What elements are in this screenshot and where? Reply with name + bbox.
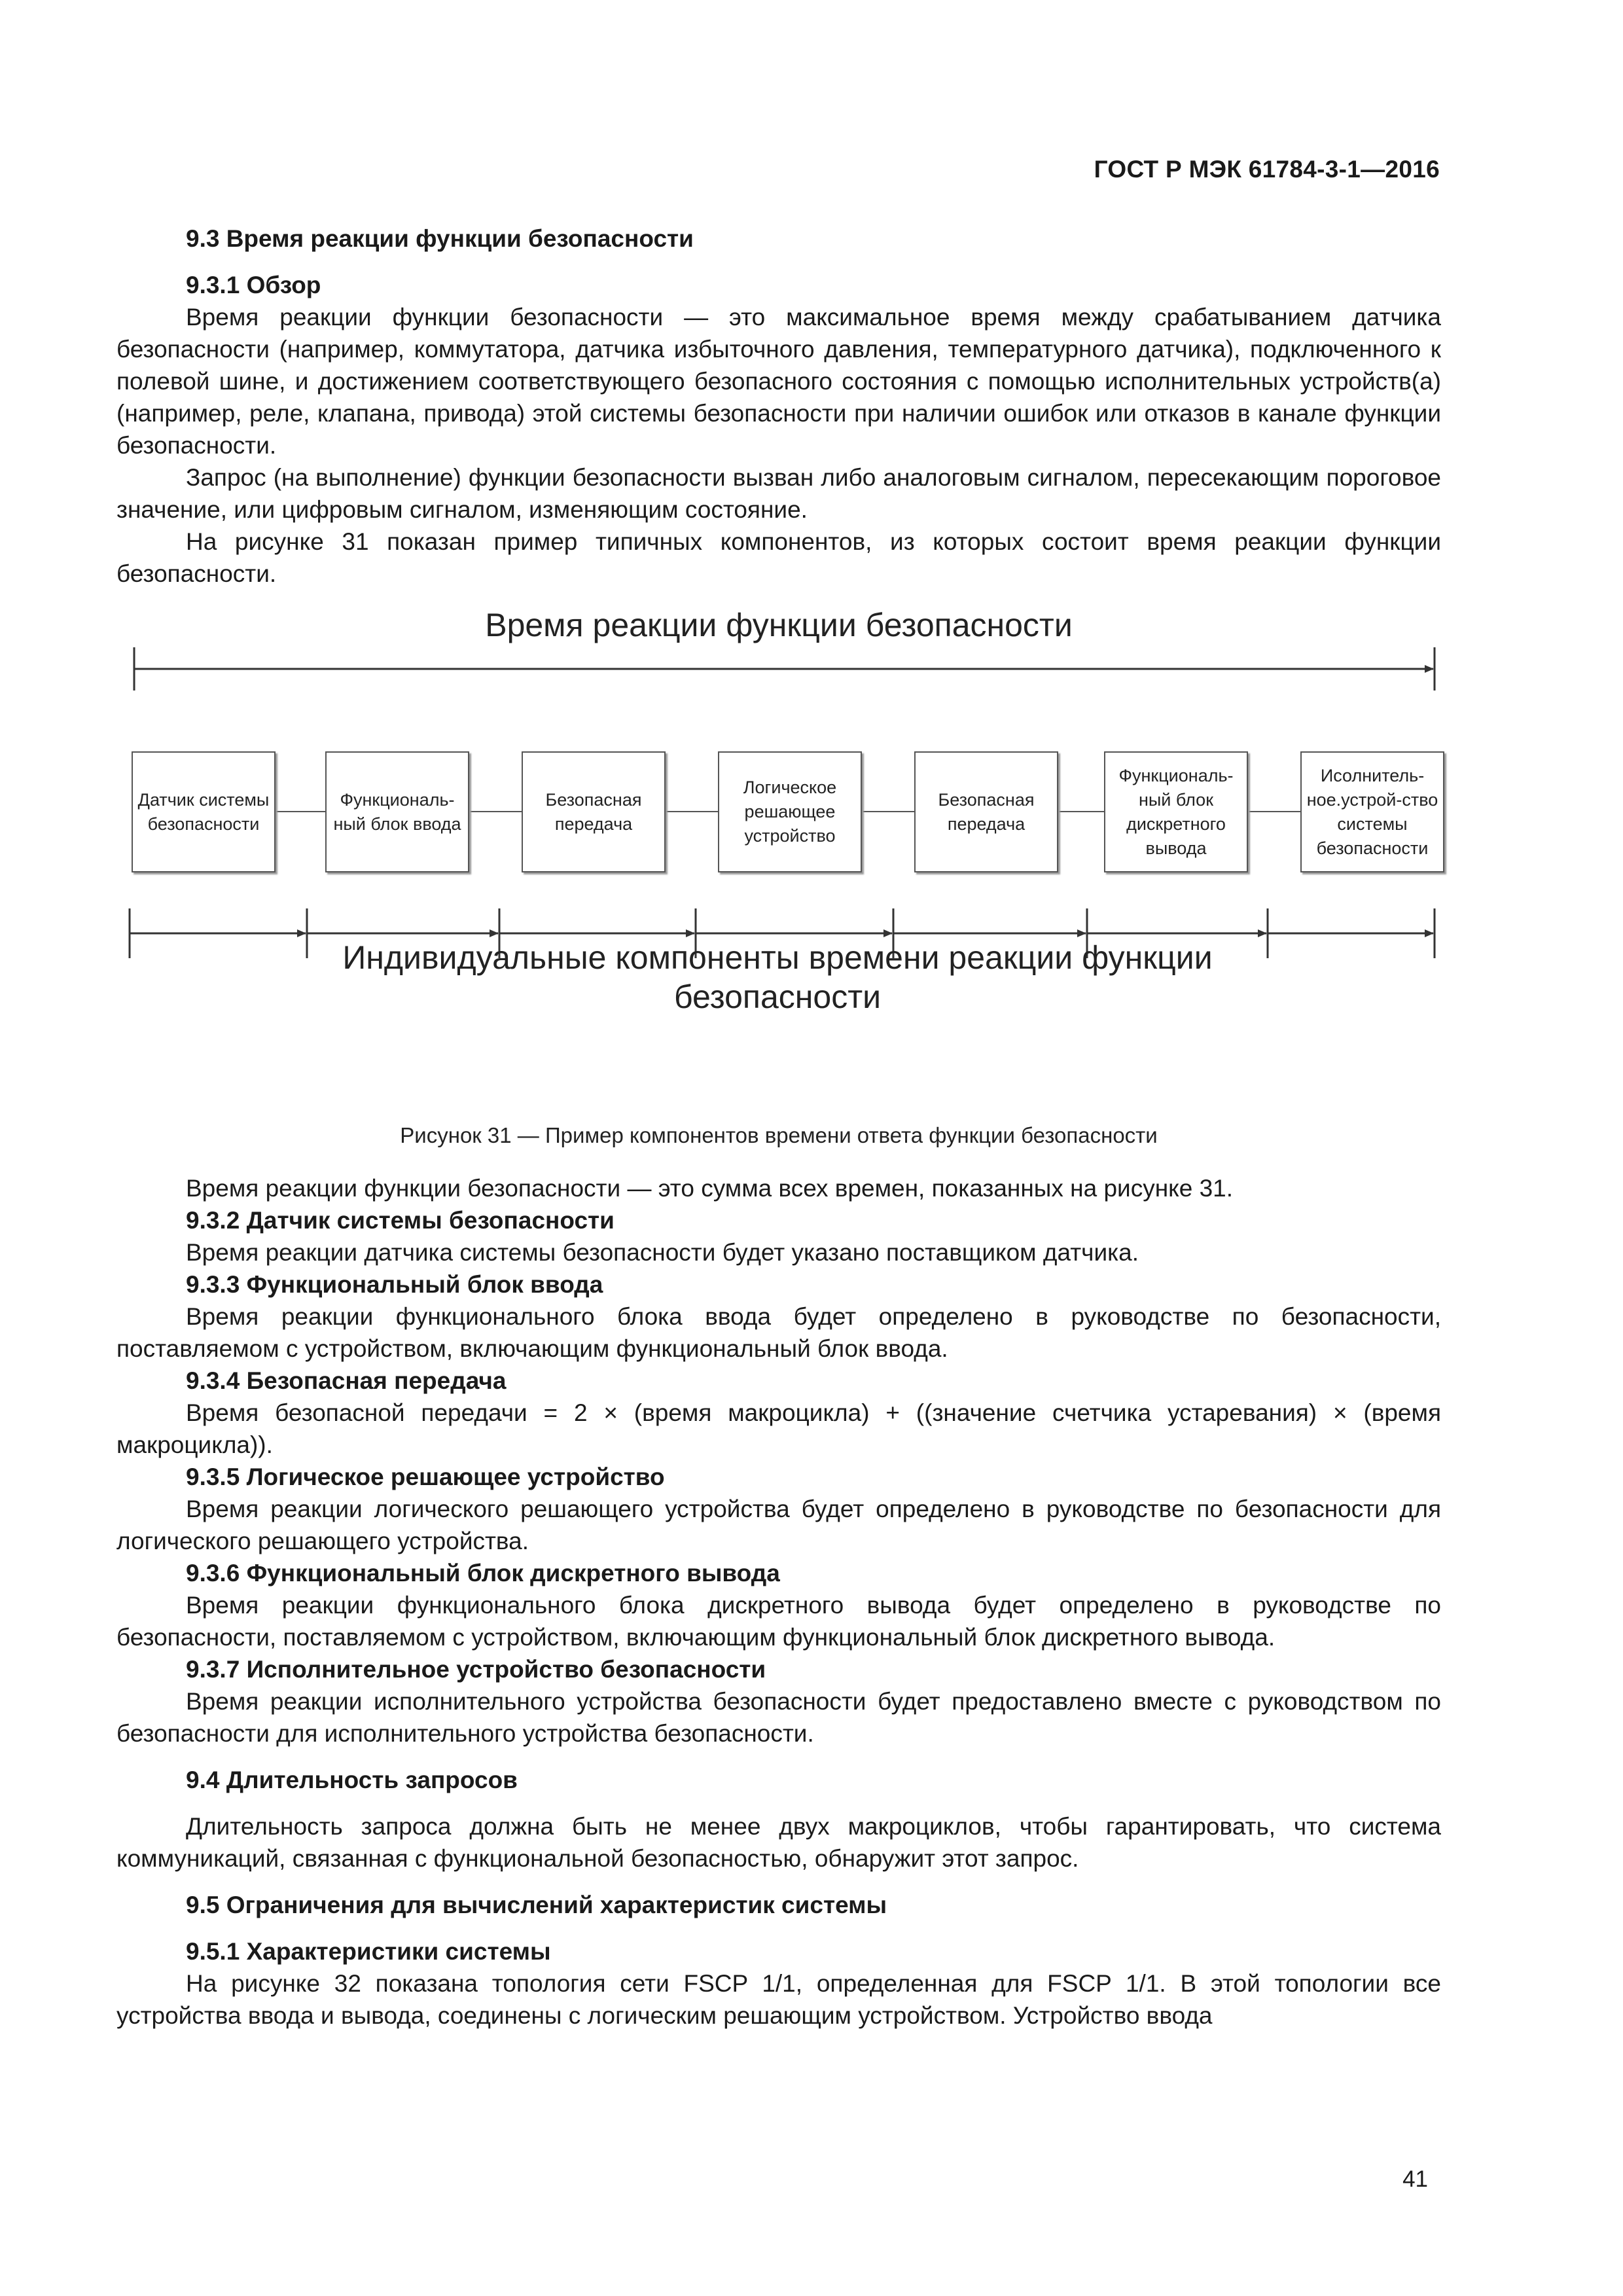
- section-heading-9-4: 9.4 Длительность запросов: [186, 1767, 518, 1793]
- box-input-block: Функциональ-ный блок ввода: [325, 751, 469, 872]
- figure-top-label: Время реакции функции безопасности: [485, 607, 1073, 643]
- paragraph: Время реакции исполнительного устройства безопасности будет предоставлено вместе с руководством по безопасности для исполнительного устройства безопасности.: [116, 1688, 1441, 1747]
- standard-designation: ГОСТ Р МЭК 61784-3-1—2016: [1094, 156, 1440, 183]
- page-content: [116, 223, 1441, 2032]
- paragraph: Время реакции логического решающего устройства будет определено в руководстве по безопасности для логического решающего устройства.: [116, 1496, 1441, 1554]
- section-heading-9-3-3: 9.3.3 Функциональный блок ввода: [186, 1271, 603, 1298]
- box-safe-transmission-2: Безопасная передача: [914, 751, 1058, 872]
- section-heading-9-5-1: 9.5.1 Характеристики системы: [186, 1938, 551, 1965]
- section-heading-9-3: 9.3 Время реакции функции безопасности: [186, 225, 694, 252]
- section-heading-9-3-2: 9.3.2 Датчик системы безопасности: [186, 1207, 615, 1234]
- paragraph: Время реакции функции безопасности — это сумма всех времен, показанных на рисунке 31.: [186, 1175, 1234, 1202]
- figure-bottom-label: Индивидуальные компоненты времени реакции функции безопасности: [342, 939, 1213, 1015]
- paragraph: На рисунке 31 показан пример типичных компонентов, из которых состоит время реакции функции безопасности.: [116, 528, 1441, 587]
- paragraph: Время реакции функционального блока дискретного вывода будет определено в руководстве по безопасности, поставляемом с устройством, включающим функциональный блок дискретного вывода.: [116, 1592, 1441, 1651]
- paragraph: Время реакции функции безопасности — это максимальное время между срабатыванием датчика безопасности (например, коммутатора, датчика избыточного давления, температурного датчика), подключенного к полевой шине, и достижением соответствующего безопасного состояния с помощью исполнительных устройств(а) (например, реле, клапана, привода) этой системы безопасности при наличии ошибок или отказов в канале функции безопасности.: [116, 304, 1441, 459]
- page-number: 41: [1402, 2166, 1428, 2192]
- paragraph: Время безопасной передачи = 2 × (время макроцикла) + ((значение счетчика устаревания) × (время макроцикла)).: [116, 1399, 1441, 1458]
- paragraph: Время реакции датчика системы безопасности будет указано поставщиком датчика.: [186, 1239, 1139, 1266]
- box-actuator: Исолнитель-ное.устрой-ство системы безопасности: [1300, 751, 1444, 872]
- box-sensor: Датчик системы безопасности: [132, 751, 276, 872]
- box-output-block: Функциональ-ный блок дискретного вывода: [1104, 751, 1248, 872]
- section-heading-9-5: 9.5 Ограничения для вычислений характеристик системы: [186, 1892, 887, 1918]
- box-safe-transmission-1: Безопасная передача: [522, 751, 666, 872]
- section-heading-9-3-4: 9.3.4 Безопасная передача: [186, 1367, 507, 1394]
- figure-caption: Рисунок 31 — Пример компонентов времени ответа функции безопасности: [400, 1123, 1158, 1147]
- paragraph: На рисунке 32 показана топология сети FSCP 1/1, определенная для FSCP 1/1. В этой топологии все устройства ввода и вывода, соединены с логическим решающим устройством. Устройство ввода: [116, 1970, 1442, 2029]
- paragraph: Время реакции функционального блока ввода будет определено в руководстве по безопасности, поставляемом с устройством, включающим функциональный блок ввода.: [116, 1303, 1441, 1362]
- section-heading-9-3-1: 9.3.1 Обзор: [186, 272, 321, 298]
- section-heading-9-3-6: 9.3.6 Функциональный блок дискретного вывода: [186, 1560, 780, 1587]
- section-heading-9-3-7: 9.3.7 Исполнительное устройство безопасности: [186, 1656, 766, 1683]
- paragraph: Длительность запроса должна быть не менее двух макроциклов, чтобы гарантировать, что система коммуникаций, связанная с функциональной безопасностью, обнаружит этот запрос.: [116, 1813, 1441, 1872]
- paragraph: Запрос (на выполнение) функции безопасности вызван либо аналоговым сигналом, пересекающим пороговое значение, или цифровым сигналом, изменяющим состояние.: [116, 464, 1441, 523]
- box-logic-solver: Логическое решающее устройство: [718, 751, 862, 872]
- section-heading-9-3-5: 9.3.5 Логическое решающее устройство: [186, 1463, 665, 1490]
- figure-31: [116, 604, 1441, 1115]
